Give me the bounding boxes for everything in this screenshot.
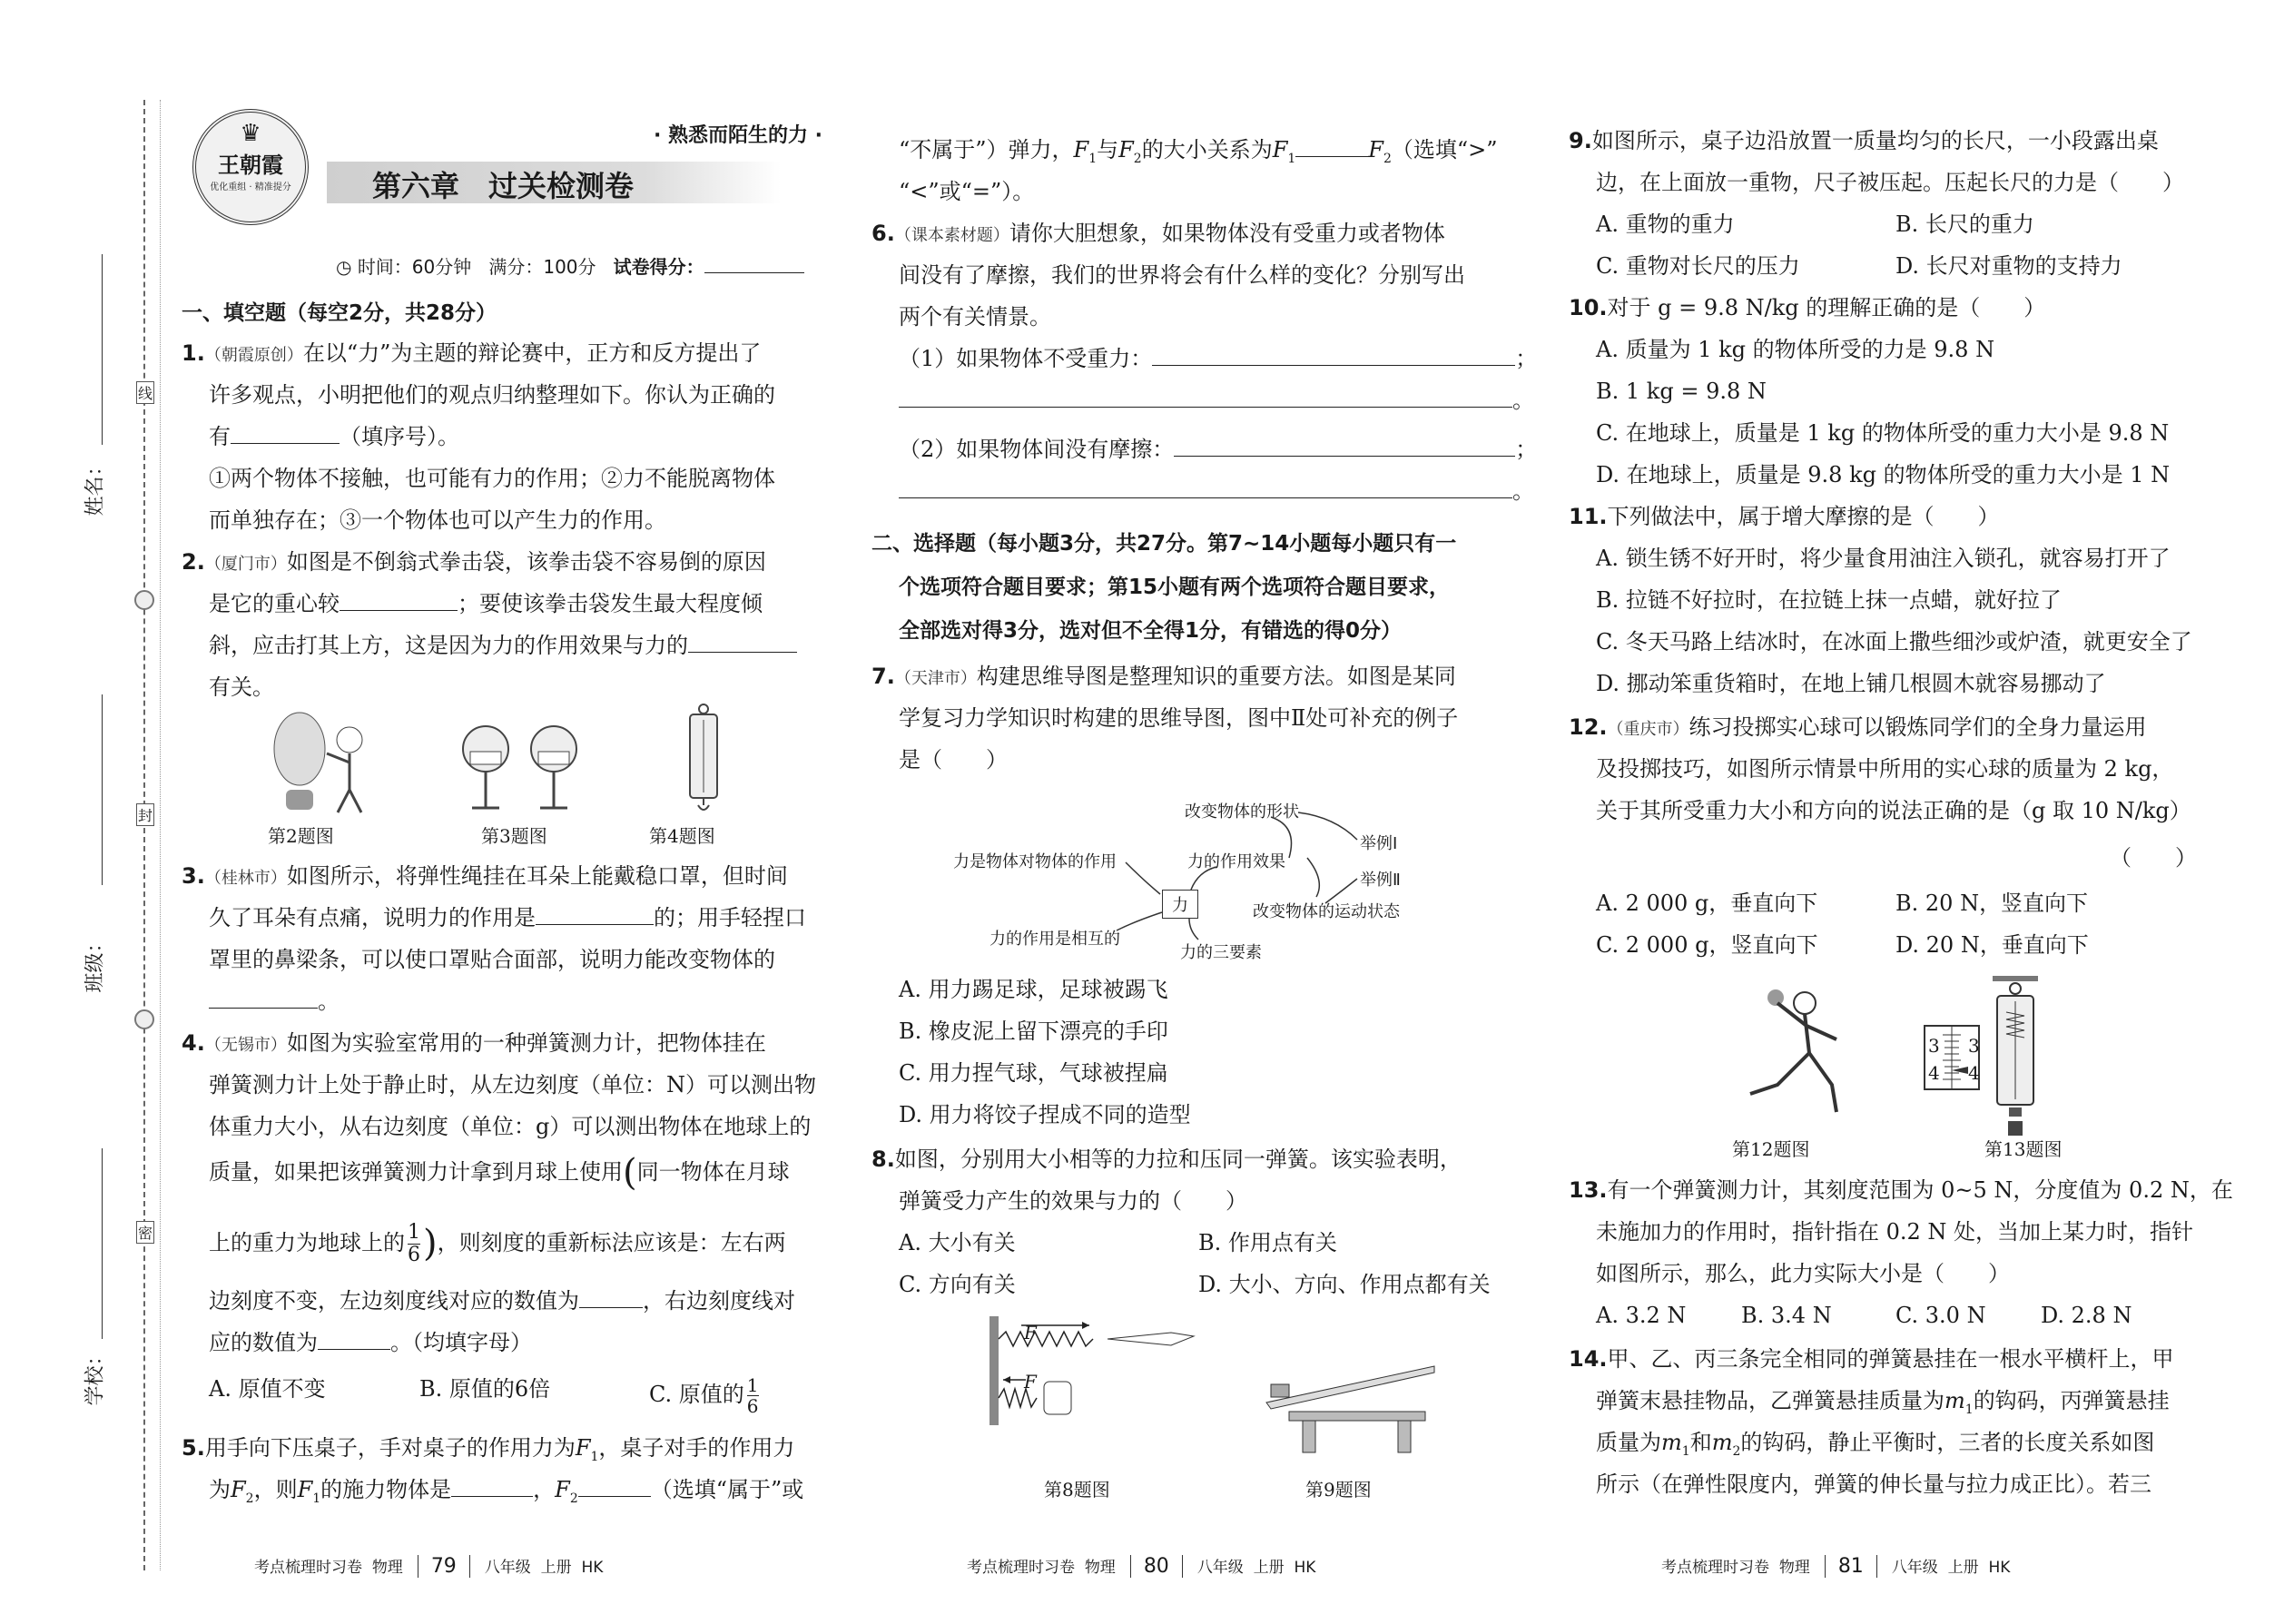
q14-text: 甲、乙、丙三条完全相同的弹簧悬挂在一根水平横杆上，甲 [1607,1346,2174,1372]
footer-subject: 物理 [371,1559,403,1577]
q11-option-c[interactable]: C. 冬天马路上结冰时，在冰面上撒些细沙或炉渣，就更安全了 [1596,629,2192,655]
m1-subscript: 1 [1964,1402,1974,1417]
page-number: 79 [418,1555,470,1578]
mindmap-connectors [871,0,1525,999]
page-number: 81 [1825,1555,1877,1578]
q9-option-c[interactable]: C. 重物对长尺的压力 [1596,253,1800,279]
q5-line-1 [182,1434,794,1471]
fig13-tick-4-left: 4 [1928,1062,1940,1084]
mindmap-mutual-action: 力是物体对物体的作用 [953,852,1117,871]
q12-option-a[interactable]: A. 2 000 g，垂直向下 [1596,891,1818,916]
f2-symbol: F [555,1477,570,1502]
q1-number: 1. [182,340,205,366]
m1-subscript: 1 [1681,1443,1690,1459]
footer-page-80 [967,1554,1315,1578]
q2-line-4: 有关。 [209,674,274,700]
fig13-tick-3-left: 3 [1928,1035,1940,1057]
f1-subscript: 1 [590,1449,599,1464]
m2-subscript: 2 [1732,1443,1741,1459]
q2-answer-blank-2[interactable] [688,632,797,653]
footer-term: 上册 [540,1559,572,1577]
school-field[interactable] [102,1148,103,1339]
q3-line-3: 罩里的鼻梁条，可以使口罩贴合面部，说明力能改变物体的 [209,947,775,972]
q6-line-3: 两个有关情景。 [899,304,1051,330]
q14-number: 14. [1569,1346,1608,1372]
f1-symbol: F [1272,137,1288,162]
q6-text: （2）如果物体间没有摩擦： [899,437,1175,462]
q14-text: 的钩码，静止平衡时，三者的长度关系如图 [1740,1430,2155,1455]
q14-line-4: 所示（在弹性限度内，弹簧的伸长量与拉力成正比）。若三 [1596,1471,2151,1497]
q4-text: ，则刻度的重新标法应该是：左右两 [437,1230,786,1255]
q8-line-1 [871,1146,1462,1173]
q13-line-1 [1569,1176,2233,1204]
q9-line-1 [1569,127,2159,154]
f1-symbol: F [297,1477,313,1502]
q13-option-c[interactable]: C. 3.0 N [1895,1303,1986,1328]
q11-line-1 [1569,503,2000,530]
q7-option-a[interactable]: A. 用力踢足球，足球被踢飞 [899,977,1168,1002]
section-2-title-line-2: 个选项符合题目要求；第15小题有两个选项符合题目要求， [899,576,1451,599]
exam-score-label: 试卷得分： [613,256,704,278]
q3-source: （桂林市） [204,869,287,888]
q8-text: 如图，分别用大小相等的力拉和压同一弹簧。该实验表明， [894,1147,1462,1172]
q9-option-a[interactable]: A. 重物的重力 [1596,212,1735,237]
q7-text: 构建思维导图是整理知识的重要方法。如图是某同 [976,664,1456,689]
q4-line-1 [182,1029,766,1059]
f2-symbol: F [231,1477,246,1502]
footer-term: 上册 [1947,1559,1979,1577]
footer-page-81 [1661,1554,2010,1578]
fig13-tick-3-right: 3 [1968,1035,1980,1057]
q5-answer-blank-1[interactable] [451,1476,533,1497]
q4-option-c[interactable] [649,1375,759,1416]
f1-subscript: 1 [1287,151,1296,166]
q12-line-2: 及投掷技巧，如图所示情景中所用的实心球的质量为 2 kg， [1596,756,2174,782]
fig13-tick-4-right: 4 [1968,1062,1980,1084]
footer-grade: 八年级 [1196,1559,1244,1577]
q11-option-d[interactable]: D. 挪动笨重货箱时，在地上铺几根圆木就容易挪动了 [1596,671,2106,696]
footer-grade: 八年级 [1891,1559,1938,1577]
q4-text: 上的重力为地球上的 [209,1230,405,1255]
f2-symbol: F [1118,137,1134,162]
q4-line-2: 弹簧测力计上处于静止时，从左边刻度（单位：N）可以测出物 [209,1072,816,1097]
f1-subscript: 1 [312,1491,321,1506]
q10-option-b[interactable]: B. 1 kg = 9.8 N [1596,379,1767,404]
exam-meta [336,252,804,279]
q3-line-1 [182,862,788,892]
f1-symbol: F [575,1435,591,1461]
mindmap-change-motion: 改变物体的运动状态 [1253,902,1400,921]
q14-line-2 [1596,1387,2170,1423]
footer-term: 上册 [1253,1559,1285,1577]
q6-number: 6. [871,221,895,246]
q12-source: （重庆市） [1607,720,1689,739]
q9-option-d[interactable]: D. 长尺对重物的支持力 [1895,253,2122,279]
school-label: 学校： [84,1345,107,1406]
page-number: 80 [1130,1555,1183,1578]
q5-text: ， [533,1477,556,1502]
q5-text: ，桌子对手的作用力 [598,1435,795,1461]
q5-number: 5. [182,1435,205,1461]
q12-line-1 [1569,714,2147,743]
page-title: 第六章 过关检测卷 [372,169,635,203]
q3-answer-blank-1[interactable] [536,904,654,925]
logo-sub: 优化重组 · 精准提分 [210,182,291,192]
footer-edition: HK [1294,1559,1316,1577]
footer-edition: HK [1988,1559,2011,1577]
binding-ring-icon [134,590,154,610]
q2-answer-blank-1[interactable] [340,590,458,611]
fig3-mask-girls-figure [454,717,590,817]
q2-text: 如图是不倒翁式拳击袋，该拳击袋不容易倒的原因 [286,549,766,575]
q4-option-a[interactable]: A. 原值不变 [209,1376,326,1402]
mindmap-mutual: 力的作用是相互的 [989,930,1120,949]
binding-dashed-line [143,100,145,1570]
q2-text: ；要使该拳击袋发生最大程度倾 [458,591,763,616]
name-field[interactable] [102,254,103,445]
q6-line-6: （2）如果物体间没有摩擦： ； [899,437,1538,462]
q6-text: （1）如果物体不受重力： [899,346,1153,371]
q4-line-4 [209,1152,790,1194]
q10-option-c[interactable]: C. 在地球上，质量是 1 kg 的物体所受的重力大小是 9.8 N [1596,420,2170,446]
q8-option-d[interactable]: D. 大小、方向、作用点都有关 [1198,1272,1491,1297]
q4-line-7 [209,1329,532,1356]
q11-text: 下列做法中，属于增大摩擦的是（ ） [1607,504,2000,529]
q8-option-b[interactable]: B. 作用点有关 [1198,1230,1337,1255]
f2-subscript: 2 [245,1491,254,1506]
fig12-caption: 第12题图 [1732,1138,1810,1160]
m2-symbol: m [1711,1430,1733,1455]
q5c-text: 与 [1097,137,1119,162]
q7-source: （天津市） [894,669,977,688]
q3-answer-blank-2[interactable] [209,988,318,1009]
footer-book: 考点梳理时习卷 [1661,1559,1769,1577]
fraction-numerator: 1 [408,1221,420,1244]
q12-option-b[interactable]: B. 20 N，竖直向下 [1895,891,2089,916]
q13-option-d[interactable]: D. 2.8 N [2041,1303,2132,1328]
seal-char-line: 线 [136,381,154,404]
q2-number: 2. [182,549,205,575]
q1-line-1 [182,340,761,369]
logo-badge [192,109,309,225]
q10-number: 10. [1569,295,1608,320]
q13-option-a[interactable]: A. 3.2 N [1596,1303,1687,1328]
footer-subject: 物理 [1084,1559,1116,1577]
q14-text: 和 [1689,1430,1712,1455]
q13-option-b[interactable]: B. 3.4 N [1741,1303,1832,1328]
q13-line-3: 如图所示，那么，此力实际大小是（ ） [1596,1261,2010,1286]
q4-option-b[interactable]: B. 原值的6倍 [419,1376,551,1402]
fig8-force-label-2: F [1024,1371,1037,1393]
q4-option-c-text: C. 原值的 [649,1382,744,1407]
q1-source: （朝霞原创） [204,346,303,365]
q4-text: 边刻度不变，左边刻度线对应的数值为 [209,1288,579,1314]
f1-symbol: F [1073,137,1089,162]
q3-text: 久了耳朵有点痛，说明力的作用是 [209,905,536,930]
mindmap-center: 力 [1162,890,1198,919]
mindmap-effect: 力的作用效果 [1187,852,1285,871]
q5c-text: 的大小关系为 [1141,137,1273,162]
q12-option-c[interactable]: C. 2 000 g，竖直向下 [1596,932,1818,958]
fraction-denominator: 6 [746,1395,759,1417]
q3-text: 如图所示，将弹性绳挂在耳朵上能戴稳口罩，但时间 [286,863,788,889]
footer-subject: 物理 [1778,1559,1810,1577]
seal-char-secret: 密 [136,1221,154,1244]
q4-answer-blank-2[interactable] [318,1329,390,1350]
q11-option-a[interactable]: A. 锁生锈不好开时，将少量食用油注入锁孔，就容易打开了 [1596,546,2171,571]
q10-text: 对于 g = 9.8 N/kg 的理解正确的是（ ） [1607,295,2046,320]
footer-grade: 八年级 [484,1559,531,1577]
fraction-numerator: 1 [746,1374,759,1396]
q4-line-5 [209,1222,786,1266]
q4-text: 应的数值为 [209,1330,318,1355]
q6-line-2: 间没有了摩擦，我们的世界将会有什么样的变化？分别写出 [899,262,1465,288]
footer-edition: HK [581,1559,604,1577]
q9-line-2: 边，在上面放一重物，尺子被压起。压起长尺的力是（ ） [1596,170,2184,195]
fig9-caption: 第9题图 [1305,1479,1372,1501]
score-field[interactable] [704,252,804,273]
q12-line-3: 关于其所受重力大小和方向的说法正确的是（g 取 10 N/kg） [1596,798,2191,823]
name-label: 姓名： [84,456,107,517]
one-sixth-fraction [747,1375,759,1416]
q5c-text: “不属于”）弹力， [899,137,1074,162]
q5-text: ，则 [253,1477,298,1502]
q5-answer-blank-2[interactable] [578,1476,651,1497]
q4-line-6 [209,1287,795,1314]
f2-subscript: 2 [569,1491,578,1506]
f2-symbol: F [1368,137,1383,162]
footer-page-79 [254,1554,603,1578]
q14-line-3 [1596,1429,2154,1465]
q12-number: 12. [1569,714,1608,740]
q10-option-a[interactable]: A. 质量为 1 kg 的物体所受的力是 9.8 N [1596,337,1995,362]
q6-line-7: 。 [899,477,1534,505]
q5-text: （选填“属于”或 [650,1477,804,1502]
section-2-title-line-3: 全部选对得3分，选对但不全得1分，有错选的得0分） [899,619,1403,643]
logo-text: 王朝霞 [218,152,283,178]
fig8-force-label-1: F [1024,1322,1037,1343]
m1-symbol: m [1661,1430,1682,1455]
q1-line-5: 而单独存在；③一个物体也可以产生力的作用。 [209,507,666,533]
q2-line-3 [209,632,797,659]
fig4-spring-scale-figure [676,704,731,812]
binding-ring-icon [134,1009,154,1029]
q4-source: （无锡市） [204,1036,287,1055]
fig3-caption: 第3题图 [481,825,547,847]
q4-text: 质量，如果把该弹簧测力计拿到月球上使用 [209,1159,623,1185]
q2-source: （厦门市） [204,555,287,574]
q4-text: ，右边刻度线对 [643,1288,795,1314]
q6-text: 请你大胆想象，如果物体没有受重力或者物体 [1009,221,1445,246]
chapter-topic: · 熟悉而陌生的力 · [654,124,823,147]
q6-line-5: 。 [899,387,1534,414]
footer-book: 考点梳理时习卷 [967,1559,1075,1577]
q2-text: 是它的重心较 [209,591,340,616]
q4-number: 4. [182,1030,205,1056]
mindmap-change-shape: 改变物体的形状 [1185,802,1299,822]
q7-number: 7. [871,664,895,689]
q5c-text: （选填“>” [1391,137,1498,162]
q7-option-b[interactable]: B. 橡皮泥上留下漂亮的手印 [899,1019,1168,1044]
f2-subscript: 2 [1383,151,1392,166]
mindmap-three-elements: 力的三要素 [1180,943,1262,962]
fig13-spring-scale-figure [1925,976,2061,1139]
q8-number: 8. [871,1147,895,1172]
section-2-title-line-1: 二、选择题（每小题3分，共27分。第7~14小题每小题只有一 [871,532,1457,556]
fig8-caption: 第8题图 [1044,1479,1110,1501]
mindmap-example-1: 举例Ⅰ [1360,834,1398,853]
fig12-shot-put-figure [1723,985,1868,1121]
q4-line-3: 体重力大小，从右边刻度（单位：g）可以测出物体在地球上的 [209,1114,812,1139]
fig4-caption: 第4题图 [649,825,715,847]
paren-open: ( [623,1152,637,1194]
q9-number: 9. [1569,128,1592,153]
exam-time: 时间：60分钟 [357,256,472,278]
q8-option-c[interactable]: C. 方向有关 [899,1272,1016,1297]
q11-number: 11. [1569,504,1608,529]
q12-option-d[interactable]: D. 20 N，垂直向下 [1895,932,2089,958]
q6-source: （课本素材题） [894,226,1009,245]
fig2-punching-bag-figure [263,708,372,817]
q3-line-2 [209,904,806,931]
q13-line-2: 未施加力的作用时，指针指在 0.2 N 处，当加上某力时，指针 [1596,1219,2194,1245]
q3-text: 的；用手轻捏口 [654,905,806,930]
q4-answer-blank-1[interactable] [579,1287,643,1308]
q4-text: 。（均填字母） [390,1330,532,1355]
q1-line-4: ①两个物体不接触，也可能有力的作用；②力不能脱离物体 [209,466,775,491]
q5-text: 的施力物体是 [320,1477,452,1502]
q1-answer-blank[interactable] [231,423,340,444]
q2-line-1 [182,548,766,578]
q3-number: 3. [182,863,205,889]
q2-line-2 [209,590,763,617]
q14-text: 的钩码，丙弹簧悬挂 [1973,1388,2170,1413]
one-sixth-fraction [408,1222,420,1266]
fraction-denominator: 6 [408,1244,420,1266]
binding-seal-line [160,100,161,1570]
q3-text: 。 [318,989,340,1014]
q13-text: 有一个弹簧测力计，其刻度范围为 0~5 N，分度值为 0.2 N，在 [1607,1177,2233,1203]
q12-text: 练习投掷实心球可以锻炼同学们的全身力量运用 [1689,714,2147,740]
q8-option-a[interactable]: A. 大小有关 [899,1230,1016,1255]
q7-option-c[interactable]: C. 用力捏气球，气球被捏扁 [899,1060,1168,1086]
q3-line-4 [209,988,340,1015]
q8-line-2: 弹簧受力产生的效果与力的（ ） [899,1188,1247,1214]
q4-text: 如图为实验室常用的一种弹簧测力计，把物体挂在 [286,1030,766,1056]
fig9-ruler-table-figure [1262,1362,1443,1452]
f2-subscript: 2 [1133,151,1142,166]
q12-line-4: （ ） [2110,845,2197,871]
q5-text: 为 [209,1477,231,1502]
f1-subscript: 1 [1088,151,1098,166]
q5c-line-2: “<”或“=”）。 [899,179,1035,204]
paren-close: ) [423,1223,438,1265]
q1-line-3 [209,423,459,450]
exam-full-score: 满分：100分 [488,256,596,278]
fig2-caption: 第2题图 [268,825,334,847]
q14-text: 弹簧末悬挂物品，乙弹簧悬挂质量为 [1596,1388,1944,1413]
seal-char-seal: 封 [136,803,154,826]
class-label: 班级： [84,932,107,993]
clock-icon: ◷ [336,256,352,278]
q13-number: 13. [1569,1177,1608,1203]
q14-text: 质量为 [1596,1430,1661,1455]
q9-option-b[interactable]: B. 长尺的重力 [1895,212,2034,237]
q5-text: 用手向下压桌子，手对桌子的作用力为 [204,1435,576,1461]
q7-option-d[interactable]: D. 用力将饺子捏成不同的造型 [899,1102,1191,1127]
q14-line-1 [1569,1345,2174,1373]
q11-option-b[interactable]: B. 拉链不好拉时，在拉链上抹一点蜡，就好拉了 [1596,587,2062,613]
m1-symbol: m [1944,1388,1965,1413]
q1-text: （填序号）。 [340,424,459,449]
fig13-caption: 第13题图 [1984,1138,2063,1160]
q1-text: 有 [209,424,231,449]
q10-line-1 [1569,294,2045,321]
q4-text: 同一物体在月球 [636,1159,790,1185]
fig8-spring-figure [989,1316,1198,1434]
q6-line-4: （1）如果物体不受重力： ； [899,346,1538,371]
q7-line-2: 学复习力学知识时构建的思维导图，图中Ⅱ处可补充的例子 [899,705,1459,731]
class-field[interactable] [102,694,103,885]
q1-text: 在以“力”为主题的辩论赛中，正方和反方提出了 [302,340,762,366]
q2-text: 斜，应击打其上方，这是因为力的作用效果与力的 [209,633,688,658]
q1-line-2: 许多观点，小明把他们的观点归纳整理如下。你认为正确的 [209,382,775,408]
q9-text: 如图所示，桌子边沿放置一质量均匀的长尺，一小段露出桌 [1591,128,2159,153]
section-1-title: 一、填空题（每空2分，共28分） [182,301,497,325]
crown-icon: ♛ [240,120,261,147]
q10-option-d[interactable]: D. 在地球上，质量是 9.8 kg 的物体所受的重力大小是 1 N [1596,462,2171,487]
q5-line-2 [209,1476,803,1512]
mindmap-example-2: 举例Ⅱ [1360,871,1401,890]
footer-book: 考点梳理时习卷 [254,1559,362,1577]
q7-line-3: 是（ ） [899,747,1008,773]
